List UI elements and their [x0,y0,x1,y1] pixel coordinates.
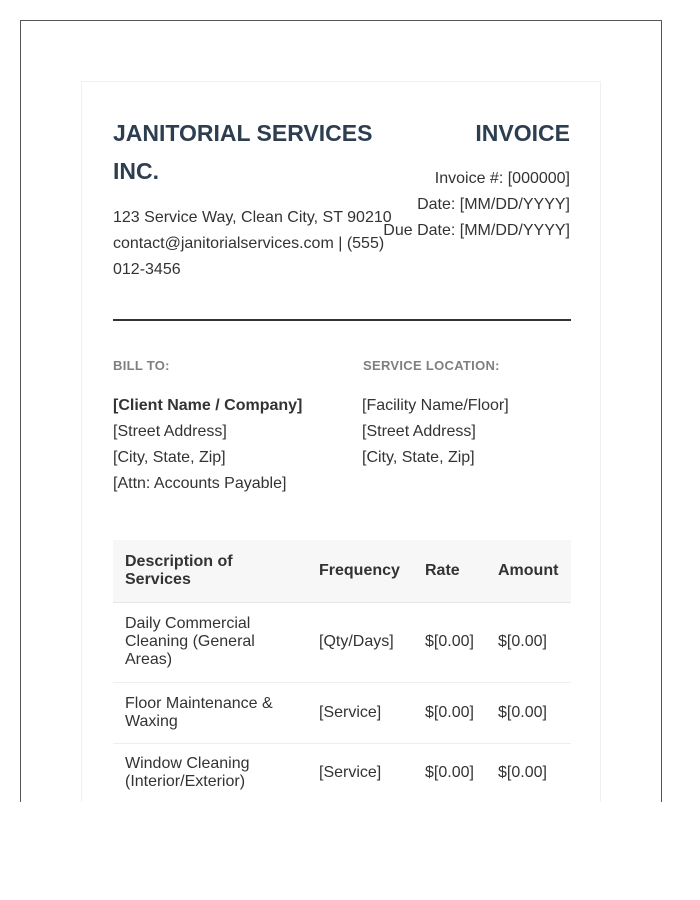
company-contact: contact@janitorialservices.com | (555) 012-3456 [113,235,385,278]
client-name: [Client Name / Company] [113,397,303,414]
service-location-address [362,393,592,471]
table-row [113,743,571,802]
table-header-row [113,540,571,602]
client-city: [City, State, Zip] [113,449,226,466]
table-row [113,602,571,682]
invoice-number-line [380,166,570,192]
table-row [113,682,571,743]
invoice-date-line [380,192,570,218]
invoice-number: [000000] [507,170,570,187]
due-date: [MM/DD/YYYY] [459,222,570,239]
row-description: Daily Commercial Cleaning (General Areas) [113,602,307,682]
invoice-meta [380,166,570,244]
client-attn: [Attn: Accounts Payable] [113,475,287,492]
header-divider [113,319,571,321]
invoice-number-label: Invoice #: [434,170,504,187]
row-rate: $[0.00] [413,602,486,682]
services-table [113,540,571,802]
invoice-title: INVOICE [475,120,570,146]
invoice-date-label: Date: [417,196,456,213]
company-address: 123 Service Way, Clean City, ST 90210 [113,209,392,226]
row-amount: $[0.00] [486,602,571,682]
header-amount: Amount [486,540,571,602]
client-street: [Street Address] [113,423,227,440]
row-rate: $[0.00] [413,743,486,802]
header-frequency: Frequency [307,540,413,602]
company-info [113,205,403,283]
row-description: Window Cleaning (Interior/Exterior) [113,743,307,802]
service-location-label: SERVICE LOCATION: [363,358,500,373]
bill-to-address [113,393,343,497]
due-date-label: Due Date: [383,222,456,239]
facility-name: [Facility Name/Floor] [362,397,509,414]
header-description: Description of Services [113,540,307,602]
invoice-sheet [81,81,601,802]
row-rate: $[0.00] [413,682,486,743]
bill-to-label: BILL TO: [113,358,170,373]
row-frequency: [Service] [307,682,413,743]
row-frequency: [Qty/Days] [307,602,413,682]
row-frequency: [Service] [307,743,413,802]
facility-street: [Street Address] [362,423,476,440]
invoice-date: [MM/DD/YYYY] [459,196,570,213]
header-rate: Rate [413,540,486,602]
row-amount: $[0.00] [486,743,571,802]
row-amount: $[0.00] [486,682,571,743]
row-description: Floor Maintenance & Waxing [113,682,307,743]
due-date-line [380,218,570,244]
company-name: JANITORIAL SERVICES INC. [113,120,373,184]
facility-city: [City, State, Zip] [362,449,475,466]
document-frame [20,20,662,802]
